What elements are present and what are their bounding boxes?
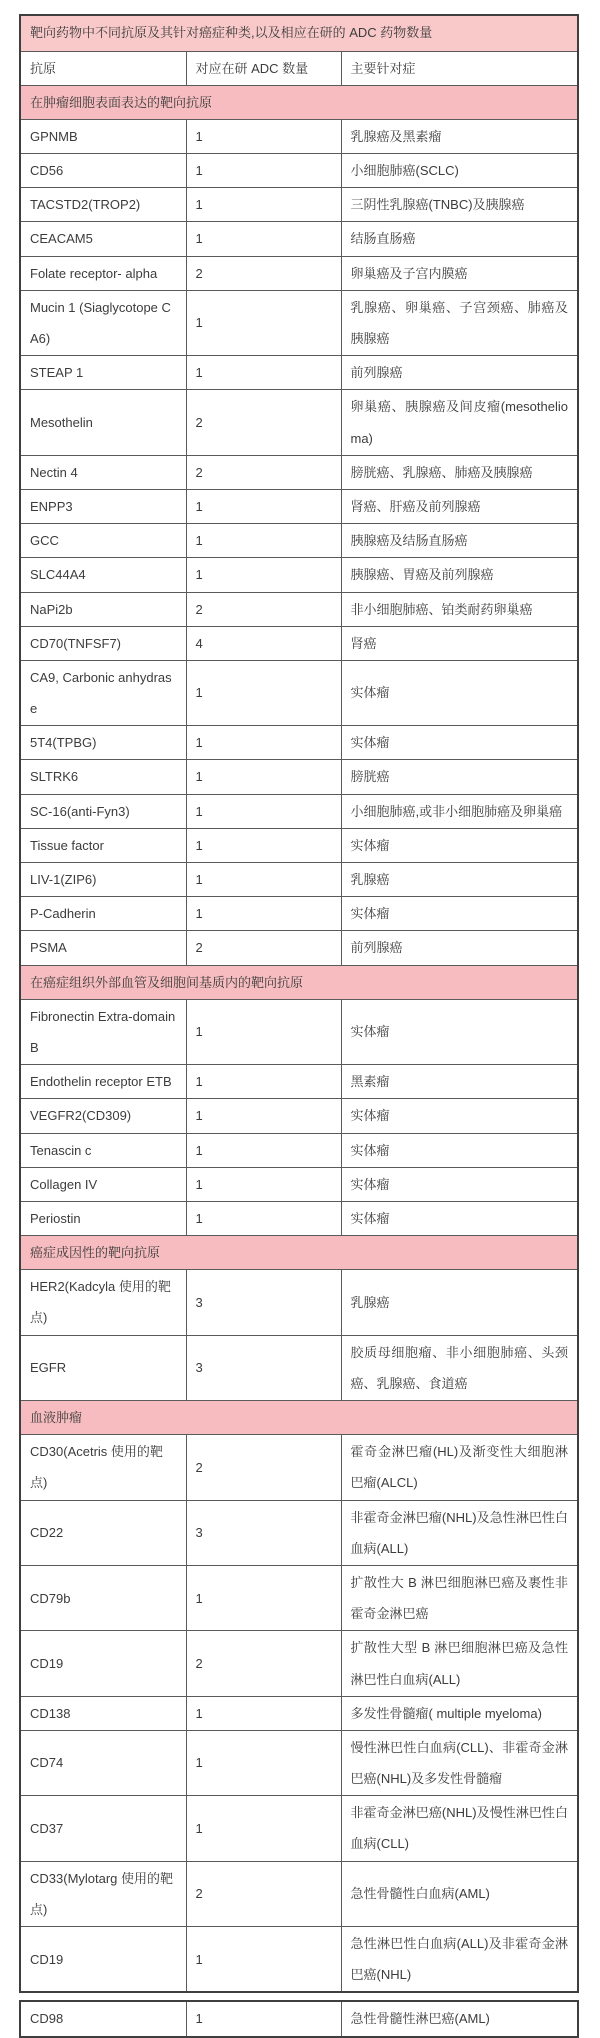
antigen-cell: CD22: [20, 1500, 186, 1565]
count-cell: 1: [186, 1730, 341, 1795]
table-row: [20, 760, 578, 794]
indication-cell: 胰腺癌及结肠直肠癌: [341, 524, 578, 558]
column-header-indication: 主要针对症: [341, 51, 578, 85]
count-cell: 1: [186, 524, 341, 558]
table-row: [20, 1696, 578, 1730]
antigen-cell: VEGFR2(CD309): [20, 1099, 186, 1133]
indication-cell: 卵巢癌及子宫内膜癌: [341, 256, 578, 290]
count-cell: 1: [186, 1696, 341, 1730]
count-cell: 1: [186, 1565, 341, 1630]
indication-cell: 扩散性大型 B 淋巴细胞淋巴癌及急性淋巴性白血病(ALL): [341, 1631, 578, 1696]
antigen-cell: CD19: [20, 1927, 186, 1993]
antigen-cell: SLTRK6: [20, 760, 186, 794]
count-cell: 2: [186, 1861, 341, 1926]
section-header: 血液肿瘤: [20, 1401, 578, 1435]
indication-cell: 三阴性乳腺癌(TNBC)及胰腺癌: [341, 188, 578, 222]
antigen-cell: Endothelin receptor ETB: [20, 1065, 186, 1099]
indication-cell: 霍奇金淋巴瘤(HL)及渐变性大细胞淋巴瘤(ALCL): [341, 1435, 578, 1500]
table-row: [20, 188, 578, 222]
table-row: [20, 1631, 578, 1696]
antigen-cell: CD79b: [20, 1565, 186, 1630]
antigen-cell: Fibronectin Extra-domain B: [20, 999, 186, 1064]
count-cell: 1: [186, 1796, 341, 1861]
table-row: [20, 1133, 578, 1167]
antigen-cell: Collagen IV: [20, 1167, 186, 1201]
count-cell: 1: [186, 760, 341, 794]
column-header-count: 对应在研 ADC 数量: [186, 51, 341, 85]
table-row: [20, 1861, 578, 1926]
table-row: [20, 356, 578, 390]
indication-cell: 实体瘤: [341, 1167, 578, 1201]
antigen-cell: STEAP 1: [20, 356, 186, 390]
count-cell: 3: [186, 1270, 341, 1335]
section-header-row: [20, 85, 578, 119]
table-row: [20, 1435, 578, 1500]
table-gap: [19, 1993, 600, 2000]
indication-cell: 卵巢癌、胰腺癌及间皮瘤(mesothelioma): [341, 390, 578, 455]
count-cell: 1: [186, 794, 341, 828]
table-row: [20, 1927, 578, 1993]
antigen-cell: LIV-1(ZIP6): [20, 863, 186, 897]
count-cell: 1: [186, 726, 341, 760]
indication-cell: 肾癌: [341, 626, 578, 660]
count-cell: 2: [186, 931, 341, 965]
indication-cell: 慢性淋巴性白血病(CLL)、非霍奇金淋巴癌(NHL)及多发性骨髓瘤: [341, 1730, 578, 1795]
count-cell: 1: [186, 489, 341, 523]
antigen-cell: CD138: [20, 1696, 186, 1730]
count-cell: 3: [186, 1335, 341, 1400]
table-row: [20, 1099, 578, 1133]
count-cell: 1: [186, 356, 341, 390]
column-header-antigen: 抗原: [20, 51, 186, 85]
antigen-cell: PSMA: [20, 931, 186, 965]
count-cell: 1: [186, 828, 341, 862]
antigen-cell: Mucin 1 (Siaglycotope CA6): [20, 290, 186, 355]
indication-cell: 结肠直肠癌: [341, 222, 578, 256]
count-cell: 1: [186, 222, 341, 256]
section-header-row: [20, 1236, 578, 1270]
table-row: [20, 1565, 578, 1630]
antigen-cell: TACSTD2(TROP2): [20, 188, 186, 222]
indication-cell: 膀胱癌、乳腺癌、肺癌及胰腺癌: [341, 455, 578, 489]
count-cell: 2: [186, 256, 341, 290]
count-cell: 1: [186, 897, 341, 931]
table-row: [20, 1335, 578, 1400]
section-header: 在癌症组织外部血管及细胞间基质内的靶向抗原: [20, 965, 578, 999]
antigen-cell: EGFR: [20, 1335, 186, 1400]
count-cell: 4: [186, 626, 341, 660]
antigen-cell: CA9, Carbonic anhydrase: [20, 660, 186, 725]
adc-antigen-table-footer: [19, 2000, 579, 2037]
table-row: [20, 592, 578, 626]
indication-cell: 实体瘤: [341, 828, 578, 862]
adc-antigen-table: [19, 14, 579, 1993]
count-cell: 1: [186, 1167, 341, 1201]
indication-cell: 胰腺癌、胃癌及前列腺癌: [341, 558, 578, 592]
table-row: [20, 524, 578, 558]
indication-cell: 膀胱癌: [341, 760, 578, 794]
count-cell: 1: [186, 1133, 341, 1167]
table-row: [20, 1167, 578, 1201]
table-row: [20, 726, 578, 760]
table-row: [20, 489, 578, 523]
antigen-cell: GCC: [20, 524, 186, 558]
antigen-cell: Periostin: [20, 1201, 186, 1235]
table-row: [20, 1201, 578, 1235]
indication-cell: 实体瘤: [341, 1133, 578, 1167]
indication-cell: 实体瘤: [341, 897, 578, 931]
indication-cell: 乳腺癌: [341, 863, 578, 897]
count-cell: 1: [186, 1065, 341, 1099]
count-cell: 1: [186, 188, 341, 222]
table-row: [20, 222, 578, 256]
indication-cell: 非霍奇金淋巴瘤(NHL)及急性淋巴性白血病(ALL): [341, 1500, 578, 1565]
indication-cell: 实体瘤: [341, 999, 578, 1064]
antigen-cell: CD70(TNFSF7): [20, 626, 186, 660]
indication-cell: 前列腺癌: [341, 931, 578, 965]
table-row: [20, 1500, 578, 1565]
antigen-cell: SC-16(anti-Fyn3): [20, 794, 186, 828]
indication-cell: 乳腺癌及黑素瘤: [341, 119, 578, 153]
indication-cell: 肾癌、肝癌及前列腺癌: [341, 489, 578, 523]
count-cell: 1: [186, 660, 341, 725]
count-cell: 1: [186, 290, 341, 355]
count-cell: 1: [186, 558, 341, 592]
table-row: [20, 897, 578, 931]
table-row: [20, 390, 578, 455]
section-header-row: [20, 965, 578, 999]
count-cell: 1: [186, 119, 341, 153]
indication-cell: 实体瘤: [341, 726, 578, 760]
indication-cell: 乳腺癌、卵巢癌、子宫颈癌、肺癌及胰腺癌: [341, 290, 578, 355]
antigen-cell: CEACAM5: [20, 222, 186, 256]
antigen-cell: Tissue factor: [20, 828, 186, 862]
indication-cell: 实体瘤: [341, 1099, 578, 1133]
count-cell: 2: [186, 390, 341, 455]
antigen-cell: CD37: [20, 1796, 186, 1861]
count-cell: 1: [186, 2001, 341, 2036]
antigen-cell: NaPi2b: [20, 592, 186, 626]
indication-cell: 前列腺癌: [341, 356, 578, 390]
antigen-cell: Nectin 4: [20, 455, 186, 489]
indication-cell: 扩散性大 B 淋巴细胞淋巴癌及裹性非霍奇金淋巴癌: [341, 1565, 578, 1630]
indication-cell: 黑素瘤: [341, 1065, 578, 1099]
table-row: [20, 154, 578, 188]
table-row: [20, 1270, 578, 1335]
count-cell: 1: [186, 154, 341, 188]
indication-cell: 乳腺癌: [341, 1270, 578, 1335]
antigen-cell: CD33(Mylotarg 使用的靶点): [20, 1861, 186, 1926]
table-row: [20, 828, 578, 862]
section-header: 癌症成因性的靶向抗原: [20, 1236, 578, 1270]
antigen-cell: CD98: [20, 2001, 186, 2036]
antigen-cell: Folate receptor- alpha: [20, 256, 186, 290]
indication-cell: 小细胞肺癌(SCLC): [341, 154, 578, 188]
indication-cell: 急性淋巴性白血病(ALL)及非霍奇金淋巴癌(NHL): [341, 1927, 578, 1993]
antigen-cell: SLC44A4: [20, 558, 186, 592]
count-cell: 2: [186, 455, 341, 489]
section-header-row: [20, 1401, 578, 1435]
count-cell: 1: [186, 863, 341, 897]
indication-cell: 急性骨髓性白血病(AML): [341, 1861, 578, 1926]
table-title: 靶向药物中不同抗原及其针对癌症种类,以及相应在研的 ADC 药物数量: [20, 15, 578, 51]
antigen-cell: CD56: [20, 154, 186, 188]
antigen-cell: HER2(Kadcyla 使用的靶点): [20, 1270, 186, 1335]
indication-cell: 实体瘤: [341, 1201, 578, 1235]
indication-cell: 小细胞肺癌,或非小细胞肺癌及卵巢癌: [341, 794, 578, 828]
section-header: 在肿瘤细胞表面表达的靶向抗原: [20, 85, 578, 119]
column-header-row: [20, 51, 578, 85]
count-cell: 2: [186, 592, 341, 626]
antigen-cell: CD30(Acetris 使用的靶点): [20, 1435, 186, 1500]
table-row: [20, 794, 578, 828]
antigen-cell: P-Cadherin: [20, 897, 186, 931]
table-row: [20, 558, 578, 592]
indication-cell: 非小细胞肺癌、铂类耐药卵巢癌: [341, 592, 578, 626]
antigen-cell: ENPP3: [20, 489, 186, 523]
count-cell: 3: [186, 1500, 341, 1565]
antigen-cell: Tenascin c: [20, 1133, 186, 1167]
count-cell: 1: [186, 1201, 341, 1235]
antigen-cell: CD74: [20, 1730, 186, 1795]
indication-cell: 胶质母细胞瘤、非小细胞肺癌、头颈癌、乳腺癌、食道癌: [341, 1335, 578, 1400]
antigen-cell: Mesothelin: [20, 390, 186, 455]
antigen-cell: 5T4(TPBG): [20, 726, 186, 760]
table-row: [20, 1065, 578, 1099]
indication-cell: 急性骨髓性淋巴癌(AML): [341, 2001, 578, 2036]
table-title-row: [20, 15, 578, 51]
table-row: [20, 931, 578, 965]
table-row: [20, 863, 578, 897]
table-row: [20, 999, 578, 1064]
indication-cell: 多发性骨髓瘤( multiple myeloma): [341, 1696, 578, 1730]
antigen-cell: GPNMB: [20, 119, 186, 153]
count-cell: 2: [186, 1631, 341, 1696]
table-row: [20, 626, 578, 660]
antigen-cell: CD19: [20, 1631, 186, 1696]
indication-cell: 实体瘤: [341, 660, 578, 725]
count-cell: 1: [186, 1927, 341, 1993]
indication-cell: 非霍奇金淋巴癌(NHL)及慢性淋巴性白血病(CLL): [341, 1796, 578, 1861]
table-row: [20, 2001, 578, 2036]
table-row: [20, 256, 578, 290]
table-row: [20, 290, 578, 355]
count-cell: 2: [186, 1435, 341, 1500]
table-row: [20, 1796, 578, 1861]
table-row: [20, 1730, 578, 1795]
count-cell: 1: [186, 1099, 341, 1133]
table-row: [20, 660, 578, 725]
table-row: [20, 455, 578, 489]
table-row: [20, 119, 578, 153]
count-cell: 1: [186, 999, 341, 1064]
